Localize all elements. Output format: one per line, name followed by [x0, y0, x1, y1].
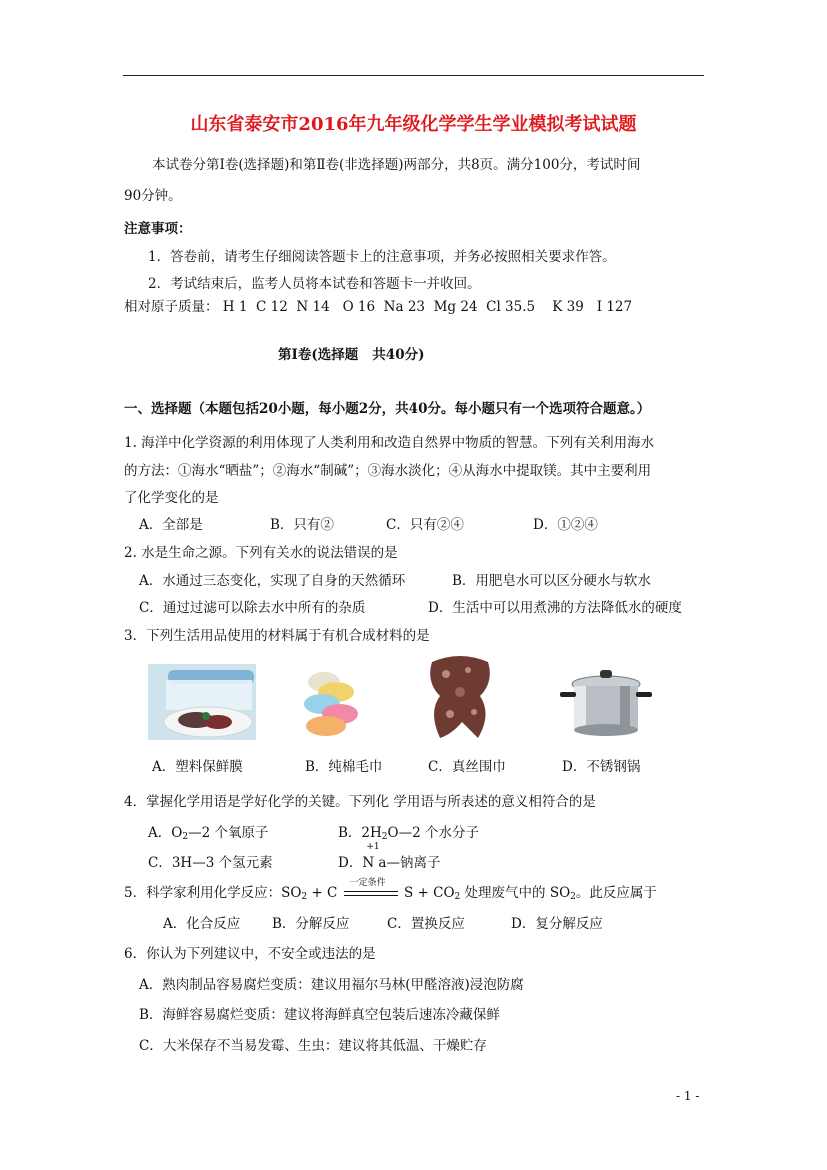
- intro-line-1: 本试卷分第Ⅰ卷(选择题)和第Ⅱ卷(非选择题)两部分，共8页。满分100分，考试时间: [152, 157, 641, 173]
- q5-option-c: C．置换反应: [387, 916, 465, 932]
- q1-option-b: B．只有②: [270, 517, 334, 533]
- q6-option-c: C．大米保存不当易发霉、生虫：建议将其低温、干燥贮存: [139, 1038, 487, 1054]
- q4-option-c: C．3H—3 个氢元素: [148, 855, 273, 871]
- q2-option-b: B．用肥皂水可以区分硬水与软水: [452, 573, 651, 589]
- q2-stem: 2. 水是生命之源。下列有关水的说法错误的是: [124, 545, 398, 561]
- plastic-wrap-image: [148, 664, 256, 740]
- page-number: - 1 -: [676, 1089, 700, 1103]
- notes-heading: 注意事项：: [124, 221, 192, 237]
- stainless-pot-image: [558, 662, 654, 740]
- charge-superscript: +1: [366, 842, 380, 852]
- q1-option-d: D．①②④: [533, 517, 598, 533]
- section-header: 第Ⅰ卷(选择题 共40分): [278, 347, 425, 363]
- q1-line-1: 1. 海洋中化学资源的利用体现了人类利用和改造自然界中物质的智慧。下列有关利用海水: [124, 435, 655, 451]
- q1-option-a: A．全部是: [139, 517, 203, 533]
- q5-option-b: B．分解反应: [272, 916, 350, 932]
- exam-title: 山东省泰安市2016年九年级化学学生学业模拟考试试题: [190, 114, 637, 135]
- q6-stem: 6．你认为下列建议中，不安全或违法的是: [124, 946, 376, 962]
- q3-caption-b: B．纯棉毛巾: [305, 759, 383, 775]
- q1-line-3: 了化学变化的是: [124, 490, 219, 506]
- cotton-towels-image: [300, 664, 362, 740]
- silk-scarf-image: [422, 652, 498, 742]
- atomic-masses: 相对原子质量： H 1 C 12 N 14 O 16 Na 23 Mg 24 Cl 35.5 K 39 I 127: [124, 299, 633, 315]
- q5-stem: 5．科学家利用化学反应：$SO_2 + C$ 一定条件 $S + CO_2$ 处理废气中的 $SO_2$。此反应属于: [124, 881, 657, 902]
- q2-option-d: D．生活中可以用煮沸的方法降低水的硬度: [428, 600, 682, 616]
- notes-item-2: 2．考试结束后，监考人员将本试卷和答题卡一并收回。: [148, 276, 481, 292]
- q6-option-b: B．海鲜容易腐烂变质：建议将海鲜真空包装后速冻冷藏保鲜: [139, 1007, 500, 1023]
- q4-option-d: D． +1 N a—钠离子: [338, 842, 441, 871]
- q1-option-c: C．只有②④: [386, 517, 464, 533]
- q3-caption-c: C．真丝围巾: [428, 759, 506, 775]
- q4-stem: 4．掌握化学用语是学好化学的关键。下列化 学用语与所表述的意义相符合的是: [124, 794, 596, 810]
- q3-caption-d: D．不锈钢锅: [562, 759, 641, 775]
- q3-stem: 3．下列生活用品使用的材料属于有机合成材料的是: [124, 628, 430, 644]
- q6-option-a: A．熟肉制品容易腐烂变质：建议用福尔马林(甲醛溶液)浸泡防腐: [139, 977, 524, 993]
- q1-line-2: 的方法：①海水“晒盐”；②海水“制碱”；③海水淡化；④从海水中提取镁。其中主要利用: [124, 463, 652, 479]
- q5-option-d: D．复分解反应: [511, 916, 603, 932]
- q2-option-a: A．水通过三态变化，实现了自身的天然循环: [139, 573, 406, 589]
- intro-line-2: 90分钟。: [124, 188, 182, 204]
- q3-caption-a: A．塑料保鲜膜: [152, 759, 243, 775]
- notes-item-1: 1．答卷前，请考生仔细阅读答题卡上的注意事项，并务必按照相关要求作答。: [148, 249, 616, 265]
- reaction-condition: 一定条件: [349, 878, 386, 888]
- q4-option-b: B．$2H_2O—2$ 个水分子: [338, 825, 479, 842]
- q2-option-c: C．通过过滤可以除去水中所有的杂质: [139, 600, 366, 616]
- q4-option-a: A．$O_2—2$ 个氧原子: [148, 825, 269, 842]
- q5-option-a: A．化合反应: [163, 916, 241, 932]
- part-header: 一、选择题（本题包括20小题，每小题2分，共40分。每小题只有一个选项符合题意。）: [124, 401, 651, 417]
- reaction-arrow: [344, 878, 398, 901]
- header-rule: [123, 75, 704, 76]
